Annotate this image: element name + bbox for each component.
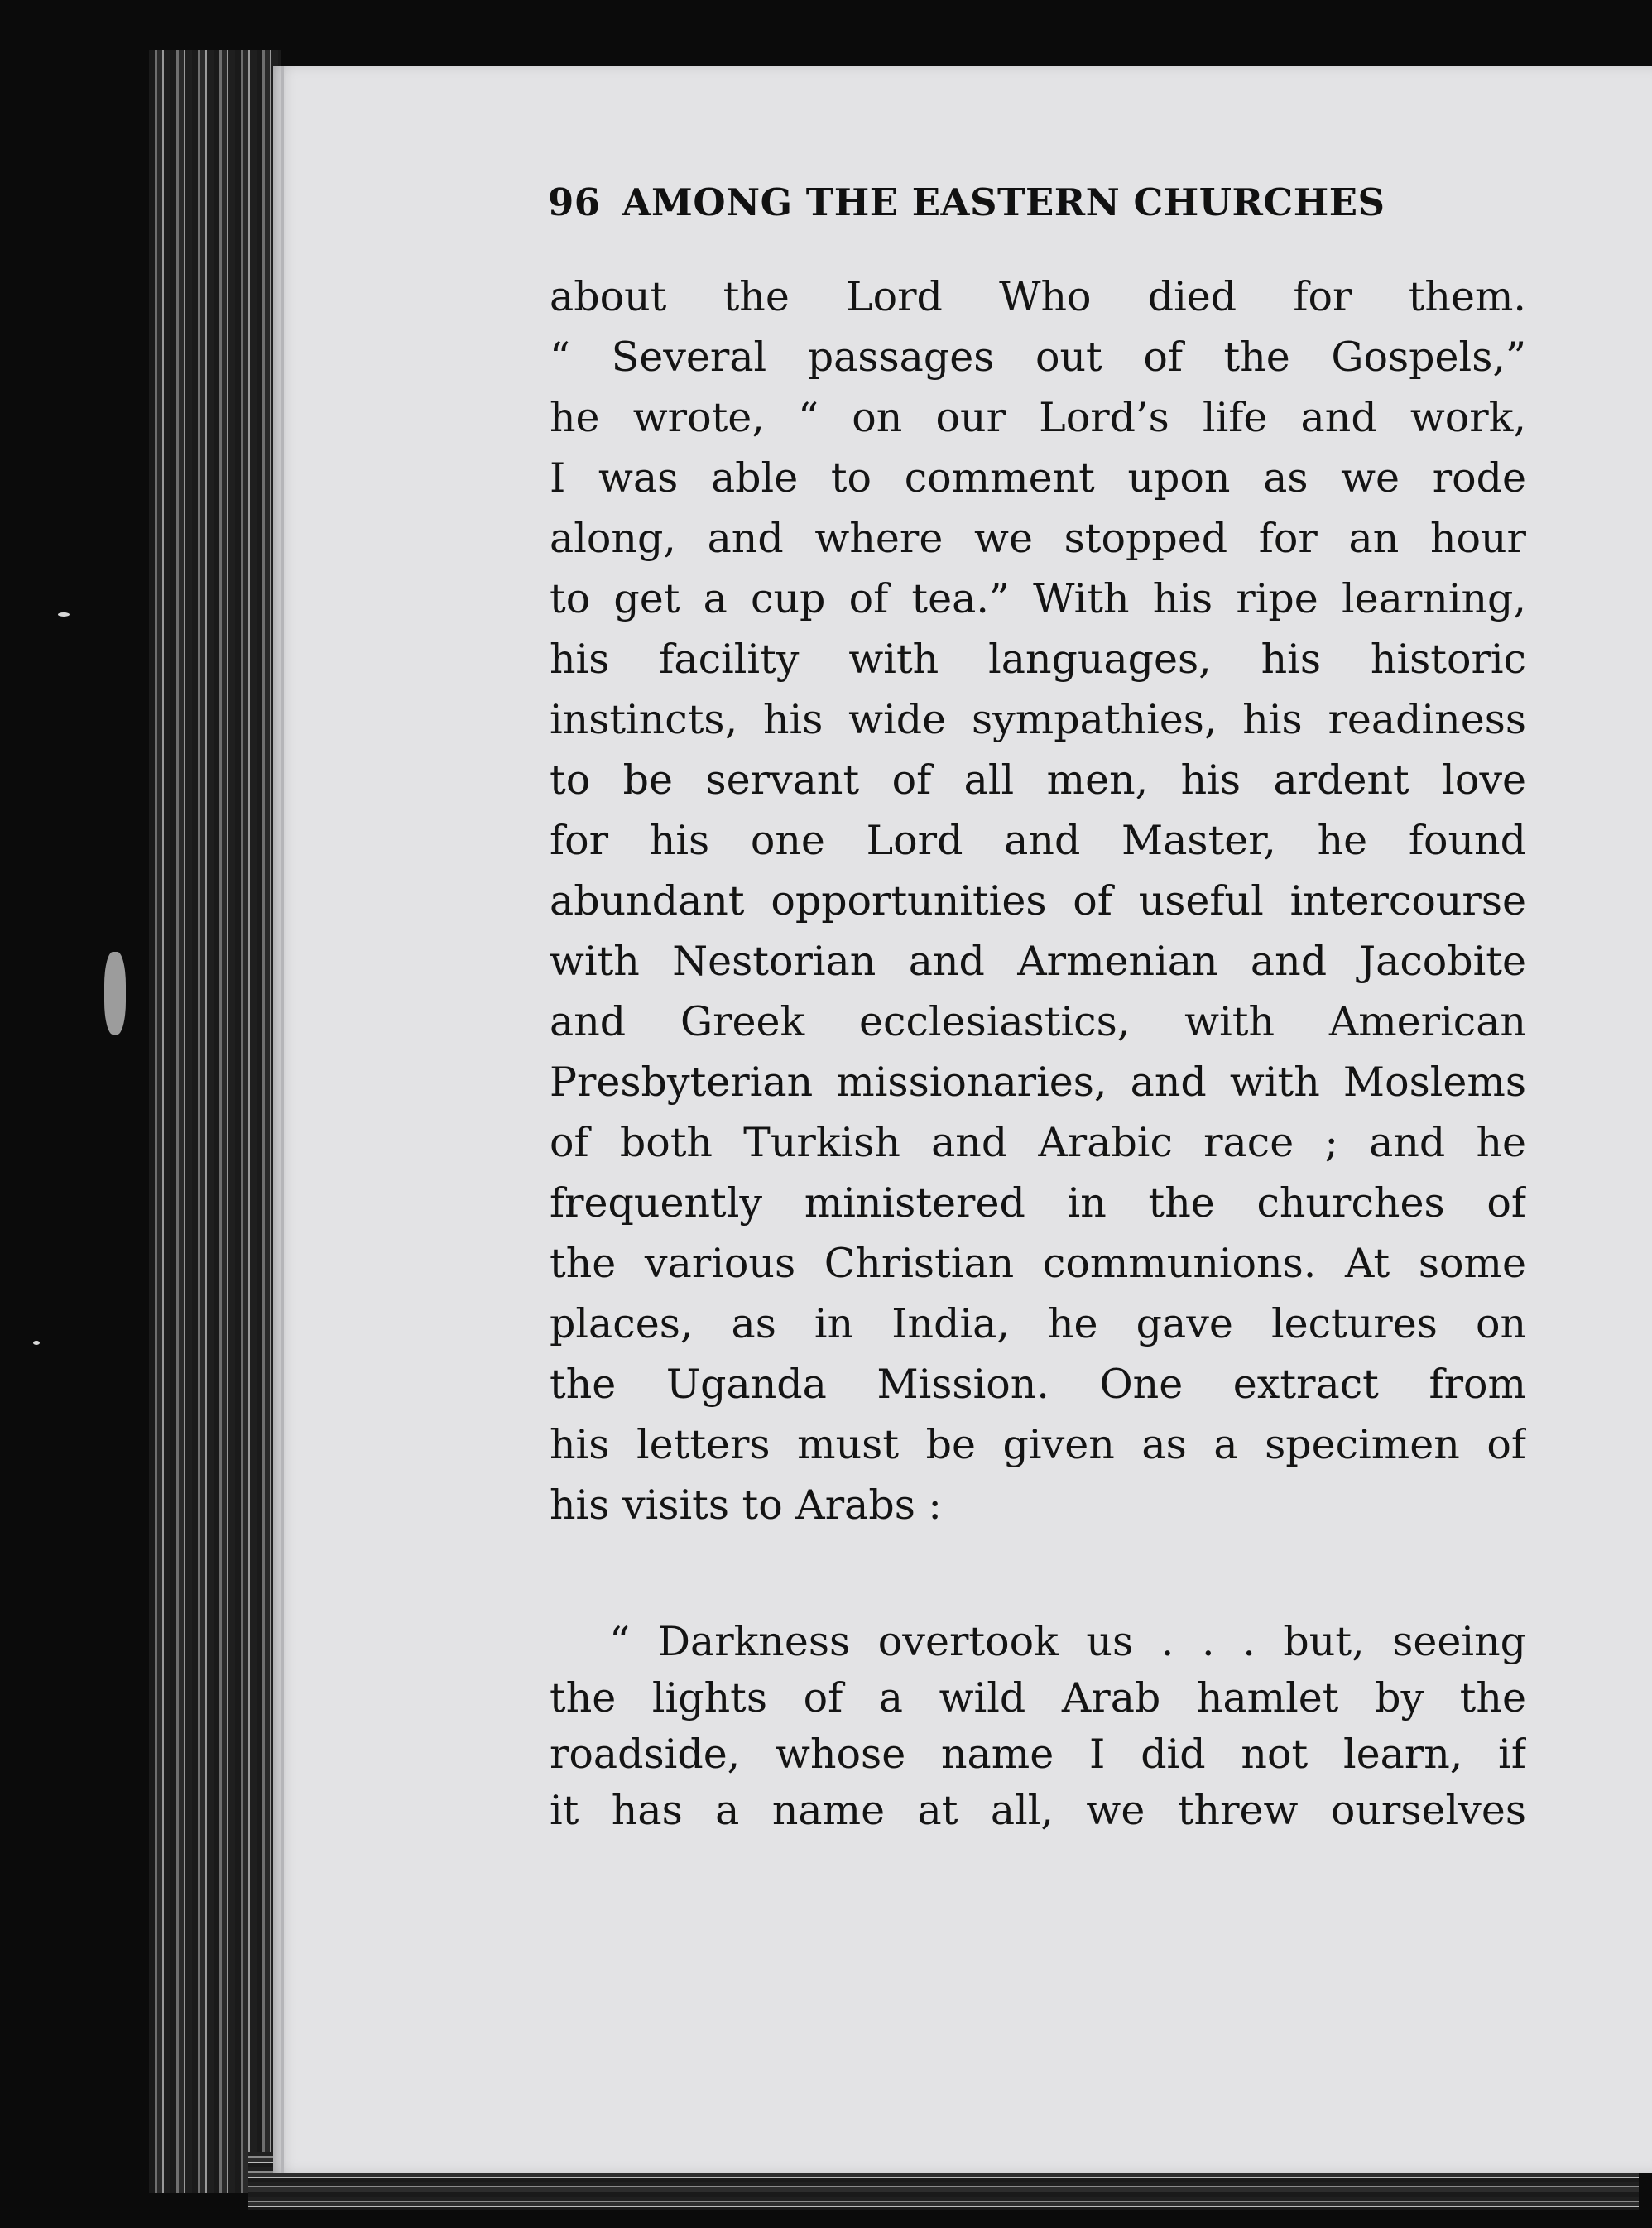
book-page-edges xyxy=(149,50,281,2193)
text-line: to get a cup of tea.” With his ripe learning, xyxy=(550,575,1526,622)
text-line: abundant opportunities of useful intercourse xyxy=(550,877,1526,924)
page-number: 96 xyxy=(548,180,601,224)
text-line: instincts, his wide sympathies, his readiness xyxy=(550,696,1526,743)
text-line: and Greek ecclesiastics, with American xyxy=(550,998,1526,1045)
text-line: his visits to Arabs : xyxy=(550,1481,942,1529)
text-line: for his one Lord and Master, he found xyxy=(550,817,1526,864)
text-line: I was able to comment upon as we rode xyxy=(550,454,1526,502)
quote-line: the lights of a wild Arab hamlet by the xyxy=(550,1674,1526,1721)
text-line: of both Turkish and Arabic race ; and he xyxy=(550,1119,1526,1166)
text-line: he wrote, “ on our Lord’s life and work, xyxy=(550,394,1526,441)
running-header xyxy=(548,174,1442,232)
quoted-letter-extract xyxy=(550,1614,1526,1839)
scan-speck xyxy=(58,612,70,617)
text-line: the various Christian communions. At some xyxy=(550,1240,1526,1287)
running-head-title: AMONG THE EASTERN CHURCHES xyxy=(622,180,1385,224)
text-line: frequently ministered in the churches of xyxy=(550,1179,1526,1227)
quote-line: “ Darkness overtook us . . . but, seeing xyxy=(609,1618,1526,1665)
quote-line: roadside, whose name I did not learn, if xyxy=(550,1731,1526,1778)
scan-speck xyxy=(104,952,126,1035)
page-gutter-line xyxy=(281,66,284,2173)
text-line: his facility with languages, his historic xyxy=(550,636,1526,683)
text-line: with Nestorian and Armenian and Jacobite xyxy=(550,938,1526,985)
text-line: to be servant of all men, his ardent love xyxy=(550,756,1526,804)
scan-speck xyxy=(33,1341,40,1345)
body-paragraph xyxy=(550,266,1526,1535)
text-line: along, and where we stopped for an hour xyxy=(550,515,1526,562)
text-line: places, as in India, he gave lectures on xyxy=(550,1300,1526,1347)
quote-line: it has a name at all, we threw ourselves xyxy=(550,1787,1526,1834)
text-line: about the Lord Who died for them. xyxy=(550,273,1526,320)
text-line: the Uganda Mission. One extract from xyxy=(550,1361,1526,1408)
text-line: “ Several passages out of the Gospels,” xyxy=(550,334,1526,381)
text-line: his letters must be given as a specimen of xyxy=(550,1421,1526,1468)
text-line: Presbyterian missionaries, and with Moslems xyxy=(550,1059,1526,1106)
